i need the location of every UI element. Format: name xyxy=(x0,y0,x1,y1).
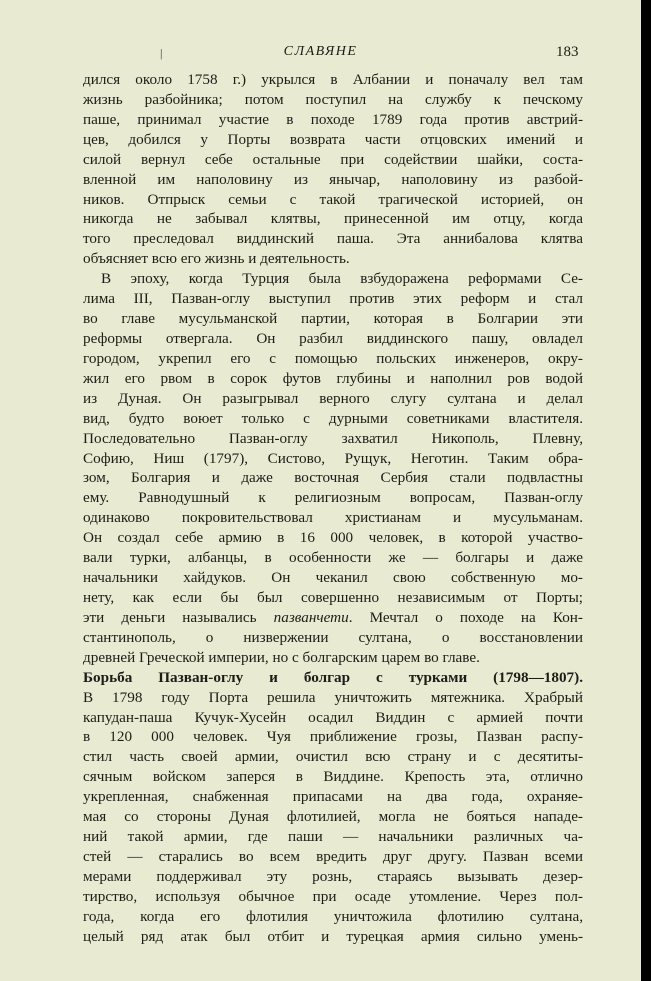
text-line: стей — старались во всем вредить друг другу. Пазван всеми xyxy=(83,847,583,865)
text-line: целый ряд атак был отбит и турецкая армия сильно умень- xyxy=(83,927,583,945)
text-line: стил часть своей армии, очистил всю страну и с десятиты- xyxy=(83,748,583,766)
text-line: Он создал себе армию в 16 000 человек, в которой участво- xyxy=(83,529,583,547)
text-line: того преследовал виддинский паша. Эта аннибалова клятва xyxy=(83,230,583,248)
text-line: объясняет всю его жизнь и деятельность. xyxy=(83,250,350,268)
text-line: жил его рвом в сорок футов глубины и наполнил ров водой xyxy=(83,369,583,387)
text-line: городом, укрепил его с помощью польских инженеров, окру- xyxy=(83,349,583,367)
running-title: СЛАВЯНЕ xyxy=(283,44,358,59)
text-line: древней Греческой империи, но с болгарским царем во главе. xyxy=(83,648,480,666)
margin-mark: | xyxy=(160,46,163,60)
text-line: дился около 1758 г.) укрылся в Албании и поначалу вел там xyxy=(83,71,583,88)
text-line: лима III, Пазван-оглу выступил против этих реформ и стал xyxy=(83,290,583,308)
text-line: никогда не забывал клятвы, принесенной им отцу, когда xyxy=(83,210,583,228)
text-line: ний такой армии, где паши — начальники различных ча- xyxy=(83,828,583,846)
text-line: вленной им наполовину из янычар, наполовину из разбой- xyxy=(83,170,583,188)
text-line: капудан-паша Кучук-Хусейн осадил Виддин с армией почти xyxy=(83,708,583,726)
text-line: вид, будто воюет только с дурными советниками властителя. xyxy=(83,409,583,427)
text-line: укрепленная, снабженная припасами на два года, охраняе- xyxy=(83,788,583,806)
text-line: сячным войском заперся в Виддине. Крепость эта, отлично xyxy=(83,768,583,786)
text-line: В 1798 году Порта решила уничтожить мятежника. Храбрый xyxy=(83,688,583,706)
text-line: ников. Отпрыск семьи с такой трагической историей, он xyxy=(83,190,583,208)
text-line: из Дуная. Он разыгрывал верного слугу султана и делал xyxy=(83,389,583,407)
running-head xyxy=(0,44,641,64)
text-line: ему. Равнодушный к религиозным вопросам, Пазван-оглу xyxy=(83,489,583,507)
page-number: 183 xyxy=(556,44,579,60)
text-line: эти деньги назывались пазванчети. Мечтал о походе на Кон- xyxy=(83,608,583,626)
text-line: В эпоху, когда Турция была взбудоражена реформами Се- xyxy=(101,270,583,288)
text-line: цев, добился у Порты возврата части отцовских имений и xyxy=(83,130,583,148)
text-line: паше, принимал участие в походе 1789 года против австрий- xyxy=(83,110,583,128)
text-line: стантинополь, о низвержении султана, о восстановлении xyxy=(83,628,583,646)
text-line: силой вернул себе остальные при содействии шайки, соста- xyxy=(83,150,583,168)
text-line: во главе мусульманской партии, которая в Болгарии эти xyxy=(83,310,583,328)
text-line: мерами поддерживал эту рознь, стараясь вызывать дезер- xyxy=(83,867,583,885)
text-line: начальники хайдуков. Он чеканил свою собственную мо- xyxy=(83,569,583,587)
text-line: мая со стороны Дуная флотилией, могла не бояться нападе- xyxy=(83,808,583,826)
text-line: вали турки, албанцы, в особенности же — болгары и даже xyxy=(83,549,583,567)
text-line: Последовательно Пазван-оглу захватил Никополь, Плевну, xyxy=(83,429,583,447)
text-line: года, когда его флотилия уничтожила флотилию султана, xyxy=(83,907,583,925)
text-line: нету, как если бы был совершенно независимым от Порты; xyxy=(83,588,583,606)
section-heading: Борьба Пазван-оглу и болгар с турками (1798—1807). xyxy=(83,668,583,686)
text-line: жизнь разбойника; потом поступил на службу к печскому xyxy=(83,90,583,108)
text-line: одинаково покровительствовал христианам и мусульманам. xyxy=(83,509,583,527)
page-edge xyxy=(641,0,651,981)
body-text xyxy=(83,70,583,947)
text-line: Софию, Ниш (1797), Систово, Рущук, Неготин. Таким обра- xyxy=(83,449,583,467)
text-line: в 120 000 человек. Чуя приближение грозы, Пазван распу- xyxy=(83,728,583,746)
text-line: зом, Болгария и даже восточная Сербия стали подвластны xyxy=(83,469,583,487)
text-line: тирство, используя обычное при осаде утомление. Через пол- xyxy=(83,887,583,905)
text-line: реформы отвергала. Он разбил виддинского пашу, овладел xyxy=(83,329,583,347)
